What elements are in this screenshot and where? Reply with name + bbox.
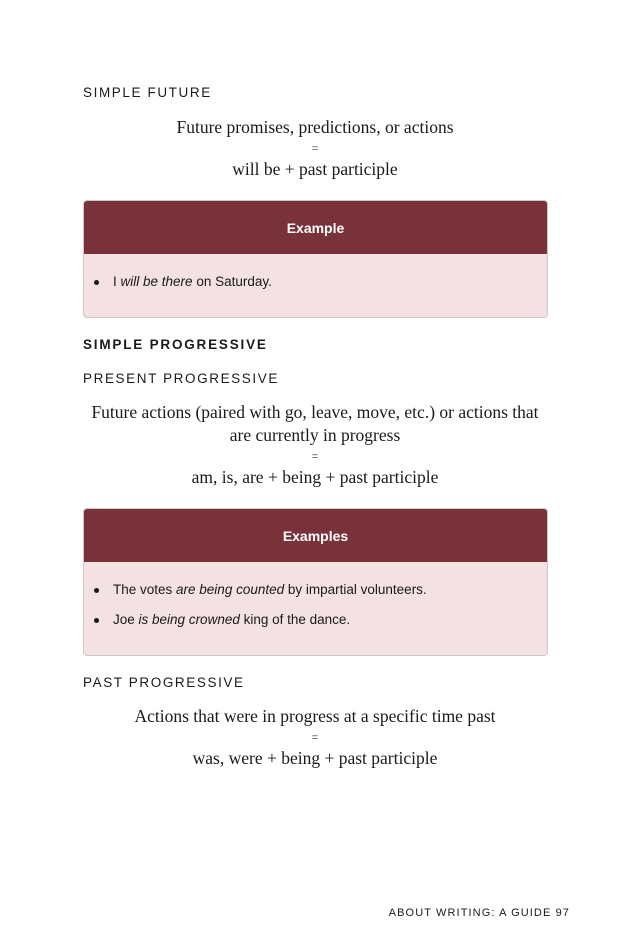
example-emphasis: will be there xyxy=(120,274,193,289)
example-text: I xyxy=(113,274,121,289)
example-item xyxy=(113,273,547,291)
example-emphasis: is being crowned xyxy=(138,612,240,627)
example-box-present-progressive xyxy=(83,508,548,656)
example-text: The votes xyxy=(113,582,177,597)
section-heading-simple-progressive: SIMPLE PROGRESSIVE xyxy=(83,337,268,352)
example-text: Joe xyxy=(113,612,139,627)
equals-sign: = xyxy=(311,730,319,744)
formula-structure: am, is, are + being + past participle xyxy=(191,467,439,487)
example-box-simple-future xyxy=(83,200,548,318)
example-emphasis: are being counted xyxy=(176,582,285,597)
formula-description: Future promises, predictions, or actions xyxy=(176,117,454,137)
formula-present-progressive xyxy=(83,401,547,489)
equals-sign: = xyxy=(311,141,319,155)
example-box-title: Examples xyxy=(84,509,547,562)
example-list xyxy=(84,562,547,629)
section-heading-simple-future: SIMPLE FUTURE xyxy=(83,85,212,100)
example-list xyxy=(84,254,547,291)
example-text: on Saturday. xyxy=(192,274,272,289)
example-item xyxy=(113,581,547,599)
section-heading-present-progressive: PRESENT PROGRESSIVE xyxy=(83,371,279,386)
section-heading-past-progressive: PAST PROGRESSIVE xyxy=(83,675,245,690)
formula-description: Future actions (paired with go, leave, move, etc.) or actions that xyxy=(91,402,539,422)
page-footer: ABOUT WRITING: A GUIDE 97 xyxy=(388,907,570,919)
formula-past-progressive xyxy=(83,705,547,770)
equals-sign: = xyxy=(311,449,319,463)
example-text: king of the dance. xyxy=(239,612,351,627)
example-box-title: Example xyxy=(84,201,547,254)
formula-structure: was, were + being + past participle xyxy=(192,748,438,768)
formula-description: Actions that were in progress at a specific time past xyxy=(134,706,496,726)
formula-description: are currently in progress xyxy=(229,425,401,445)
example-item xyxy=(113,611,547,629)
example-text: by impartial volunteers. xyxy=(284,582,427,597)
formula-simple-future xyxy=(83,116,547,181)
formula-structure: will be + past participle xyxy=(232,159,398,179)
